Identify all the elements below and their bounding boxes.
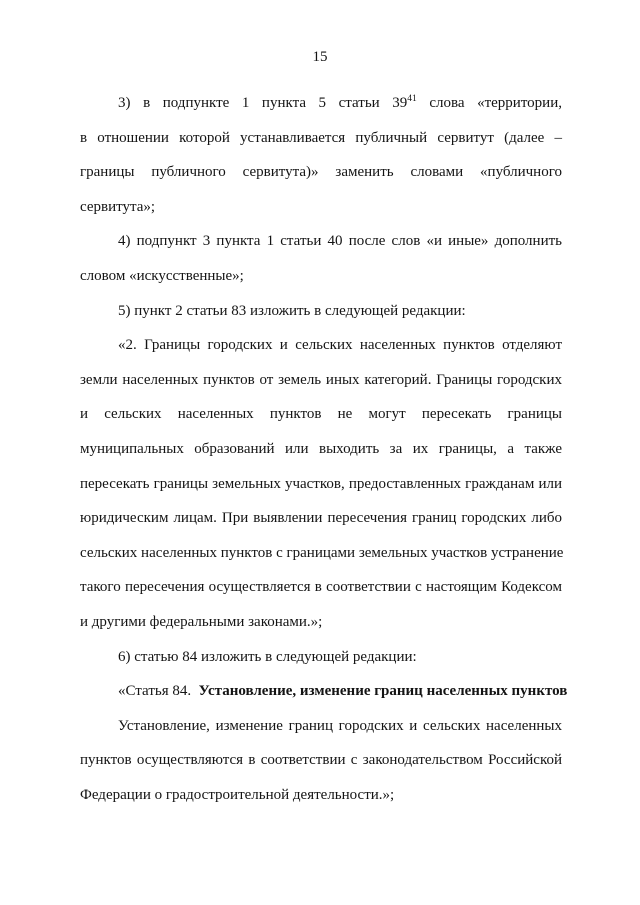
text-line <box>80 674 568 709</box>
text-line: в отношении которой устанавливается публичный сервитут (далее – <box>80 129 562 146</box>
superscript-number: 41 <box>407 94 417 104</box>
text-line: Установление, изменение границ городских и сельских населенных <box>118 717 562 734</box>
text-line: 4) подпункт 3 пункта 1 статьи 40 после слов «и иные» дополнить <box>118 233 562 250</box>
paragraph-item-6 <box>80 640 562 675</box>
text-line: «2. Границы городских и сельских населенных пунктов отделяют <box>118 337 562 354</box>
text-line: муниципальных образований или выходить за их границы, а также <box>80 440 562 457</box>
paragraph-item-5 <box>80 294 562 329</box>
text-line: такого пересечения осуществляется в соответствии с настоящим Кодексом <box>80 579 562 596</box>
text-line: пересекать границы земельных участков, предоставленных гражданам или <box>80 475 562 492</box>
text-line: сельских населенных пунктов с границами земельных участков устранение <box>80 544 564 561</box>
document-body <box>80 86 568 812</box>
text-line: словом «искусственные»; <box>80 267 244 284</box>
article-title: Установление, изменение границ населенных пунктов <box>198 683 568 700</box>
text-line: и сельских населенных пунктов не могут пересекать границы <box>80 406 562 423</box>
paragraph-article-84-text <box>80 709 562 813</box>
text-line: юридическим лицам. При выявлении пересечения границ городских либо <box>80 510 562 527</box>
text-line: и другими федеральными законами.»; <box>80 613 323 630</box>
text-line: земли населенных пунктов от земель иных категорий. Границы городских <box>80 371 562 388</box>
text-segment: 3) в подпункте 1 пункта 5 статьи 39 <box>118 95 408 111</box>
text-line: Федерации о градостроительной деятельности.»; <box>80 786 395 803</box>
text-line: пунктов осуществляются в соответствии с законодательством Российской <box>80 752 562 769</box>
text-segment: слова «территории, <box>416 95 562 111</box>
article-84-heading <box>80 674 568 709</box>
paragraph-item-3 <box>80 86 562 224</box>
text-line: сервитута»; <box>80 198 156 215</box>
text-line <box>80 86 562 121</box>
paragraph-quoted-point-2 <box>80 328 562 639</box>
text-line: 5) пункт 2 статьи 83 изложить в следующей редакции: <box>118 302 466 319</box>
text-line: границы публичного сервитута)» заменить словами «публичного <box>80 164 562 181</box>
text-line: 6) статью 84 изложить в следующей редакции: <box>118 648 417 665</box>
paragraph-item-4 <box>80 224 562 293</box>
article-number: «Статья 84. <box>118 683 199 700</box>
page-number: 15 <box>312 49 328 65</box>
